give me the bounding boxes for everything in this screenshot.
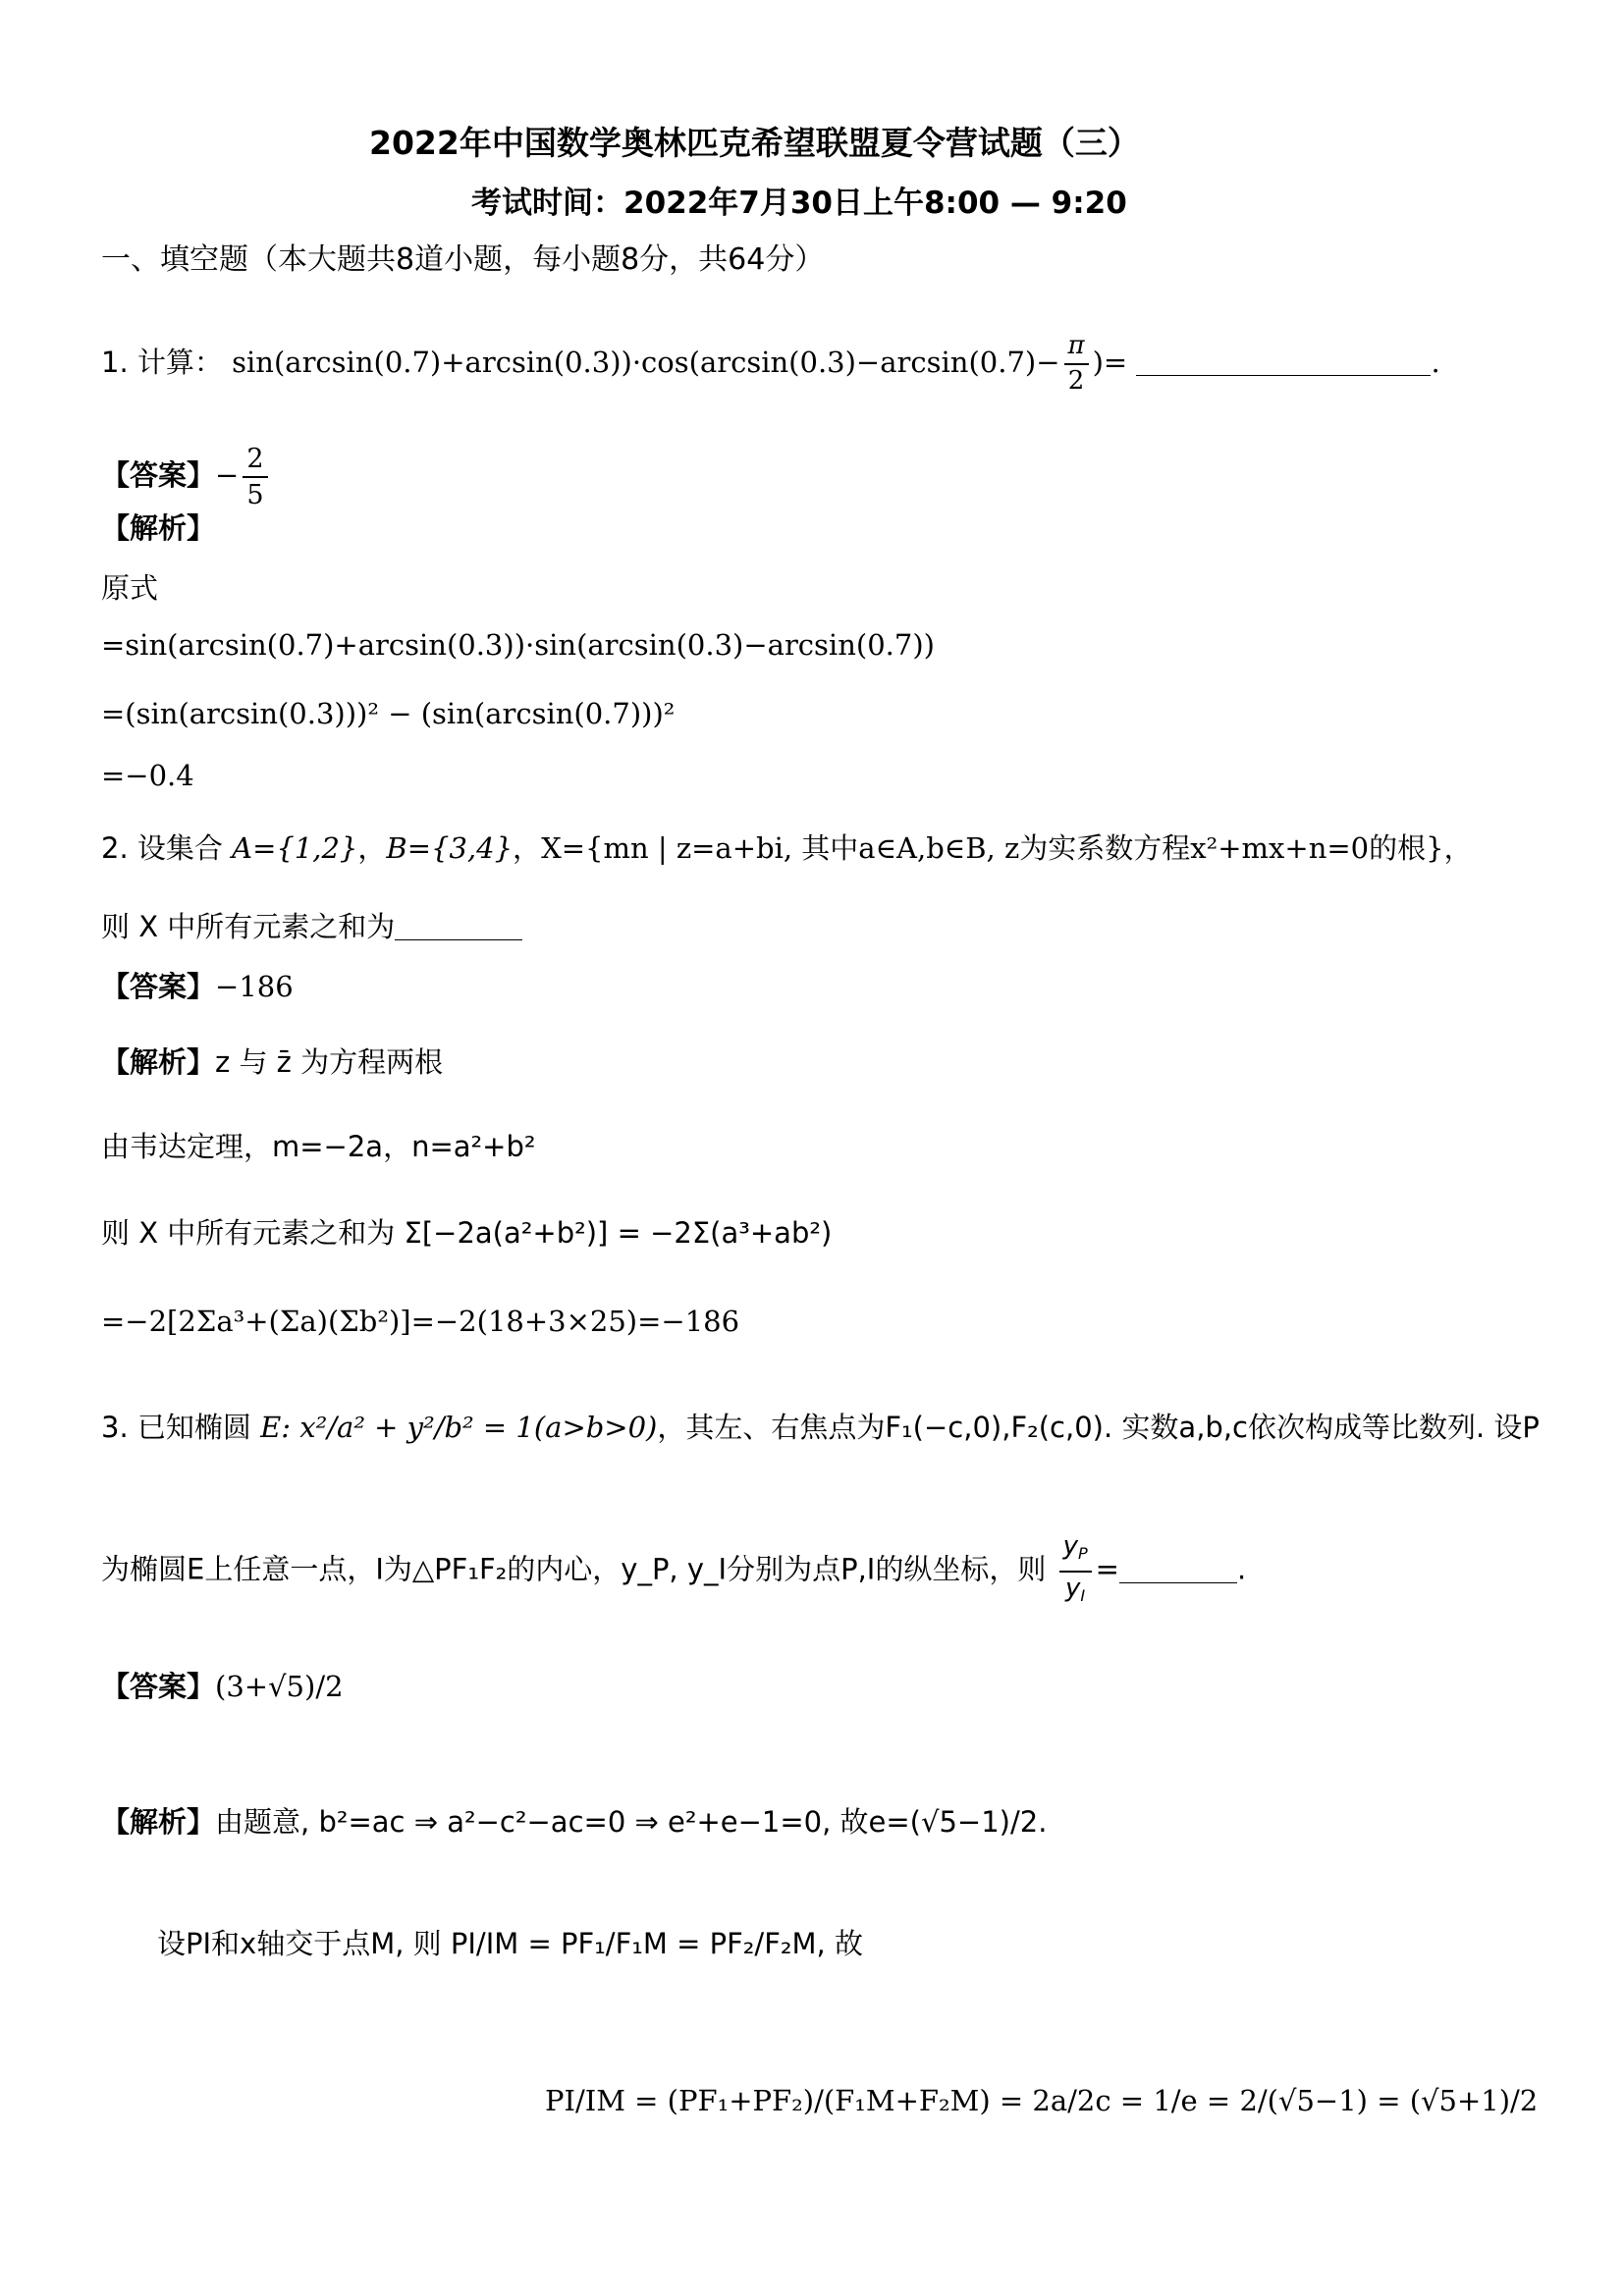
q3-prompt: 已知椭圆 (136, 1411, 251, 1444)
page-title: 2022年中国数学奥林匹克希望联盟夏令营试题（三） (369, 124, 1140, 162)
q2-solution-line-1: z 与 z̄ 为方程两根 (215, 1045, 444, 1079)
q3-ratio: $\frac{y_P}{y_I}$ (1059, 1532, 1092, 1610)
q3-solution-line-1: 由题意, b²=ac ⇒ a²−c²−ac=0 ⇒ e²+e−1=0, 故e=(√5−1)/2. (215, 1805, 1048, 1839)
q1-solution-line-3: =(sin(arcsin(0.3)))² − (sin(arcsin(0.7)))² (101, 697, 676, 730)
q1-analysis-label: 【解析】 (101, 511, 216, 545)
q3-number: 3. (101, 1411, 129, 1444)
q2-solution-line-3: 则 X 中所有元素之和为 Σ[−2a(a²+b²)] = −2Σ(a³+ab²) (101, 1216, 833, 1250)
q1-solution-line-1: 原式 (101, 571, 159, 605)
q1-solution-line-2: =sin(arcsin(0.7)+arcsin(0.3))·sin(arcsin(0.3)−arcsin(0.7)) (101, 628, 935, 662)
q1-pi-over-2: $\frac{\pi}{2}$ (1064, 332, 1089, 397)
q2-solution-line-2: 由韦达定理，m=−2a，n=a²+b² (101, 1130, 536, 1163)
q1-prompt: 计算： (136, 345, 223, 379)
q1-answer: 【答案】− $\frac{2}{5}$ (101, 444, 272, 510)
exam-time: 考试时间：2022年7月30日上午8:00 — 9:20 (471, 186, 1127, 221)
q3-answer-label: 【答案】 (101, 1670, 216, 1703)
q1-answer-blank (1136, 374, 1431, 376)
q3-solution-line-3: PI/IM = (PF₁+PF₂)/(F₁M+F₂M) = 2a/2c = 1/e = 2/(√5−1) = (√5+1)/2 (545, 2084, 1539, 2117)
q2-set-b: B={3,4} (386, 831, 514, 865)
q3-answer-value: (3+√5)/2 (215, 1670, 344, 1703)
q2-set-a: A={1,2} (232, 831, 358, 865)
q2-set-x: X={mn | z=a+bi, 其中a∈A,b∈B, z为实系数方程x²+mx+n=0的根} (541, 831, 1444, 865)
q1-solution-line-4: =−0.4 (101, 759, 194, 792)
q3-solution-line-2: 设PI和x轴交于点M, 则 PI/IM = PF₁/F₁M = PF₂/F₂M, 故 (157, 1927, 863, 1960)
question-1: 1. 计算： sin(arcsin(0.7)+arcsin(0.3))·cos(arcsin(0.3)−arcsin(0.7)− $\frac{\pi}{2}$ )= . (101, 331, 1440, 396)
q3-foci: ，其左、右焦点为F₁(−c,0),F₂(c,0). 实数a,b,c依次构成等比数列. 设P (657, 1411, 1540, 1444)
section-title: 一、填空题（本大题共8道小题，每小题8分，共64分） (101, 242, 825, 277)
q2-answer (101, 967, 294, 1006)
q3-answer (101, 1667, 344, 1706)
q3-analysis-label: 【解析】 (101, 1805, 216, 1839)
q2-prompt: 设集合 (136, 831, 223, 865)
question-3 (101, 1408, 1540, 1447)
q2-answer-value: −186 (215, 970, 294, 1003)
q3-analysis (101, 1802, 1047, 1842)
q3-line-2: 为椭圆E上任意一点，I为△PF₁F₂的内心，y_P, y_I分别为点P,I的纵坐标，则 $\frac{y_P}{y_I}$ = . (101, 1532, 1246, 1610)
q2-line-2: 则 X 中所有元素之和为 (101, 907, 522, 946)
q1-answer-label: 【答案】 (101, 458, 216, 493)
q2-answer-blank (395, 938, 522, 940)
q2-analysis-label: 【解析】 (101, 1045, 216, 1079)
q2-analysis (101, 1042, 443, 1082)
q2-answer-label: 【答案】 (101, 970, 216, 1003)
q1-expression: sin(arcsin(0.7)+arcsin(0.3))·cos(arcsin(0.3)−arcsin(0.7)− (232, 345, 1060, 379)
q2-solution-line-4: =−2[2Σa³+(Σa)(Σb²)]=−2(18+3×25)=−186 (101, 1305, 740, 1338)
q3-ellipse: E: x²/a² + y²/b² = 1(a>b>0) (260, 1411, 658, 1444)
q1-expression-end: )= (1092, 345, 1128, 379)
q2-number: 2. (101, 831, 129, 865)
question-2: 2. 设集合 A={1,2}，B={3,4}，X={mn | z=a+bi, 其中a∈A,b∈B, z为实系数方程x²+mx+n=0的根}， (101, 831, 1473, 865)
q1-number: 1. (101, 345, 129, 379)
q1-answer-fraction: $\frac{2}{5}$ (243, 444, 267, 510)
q3-answer-blank (1119, 1581, 1237, 1583)
